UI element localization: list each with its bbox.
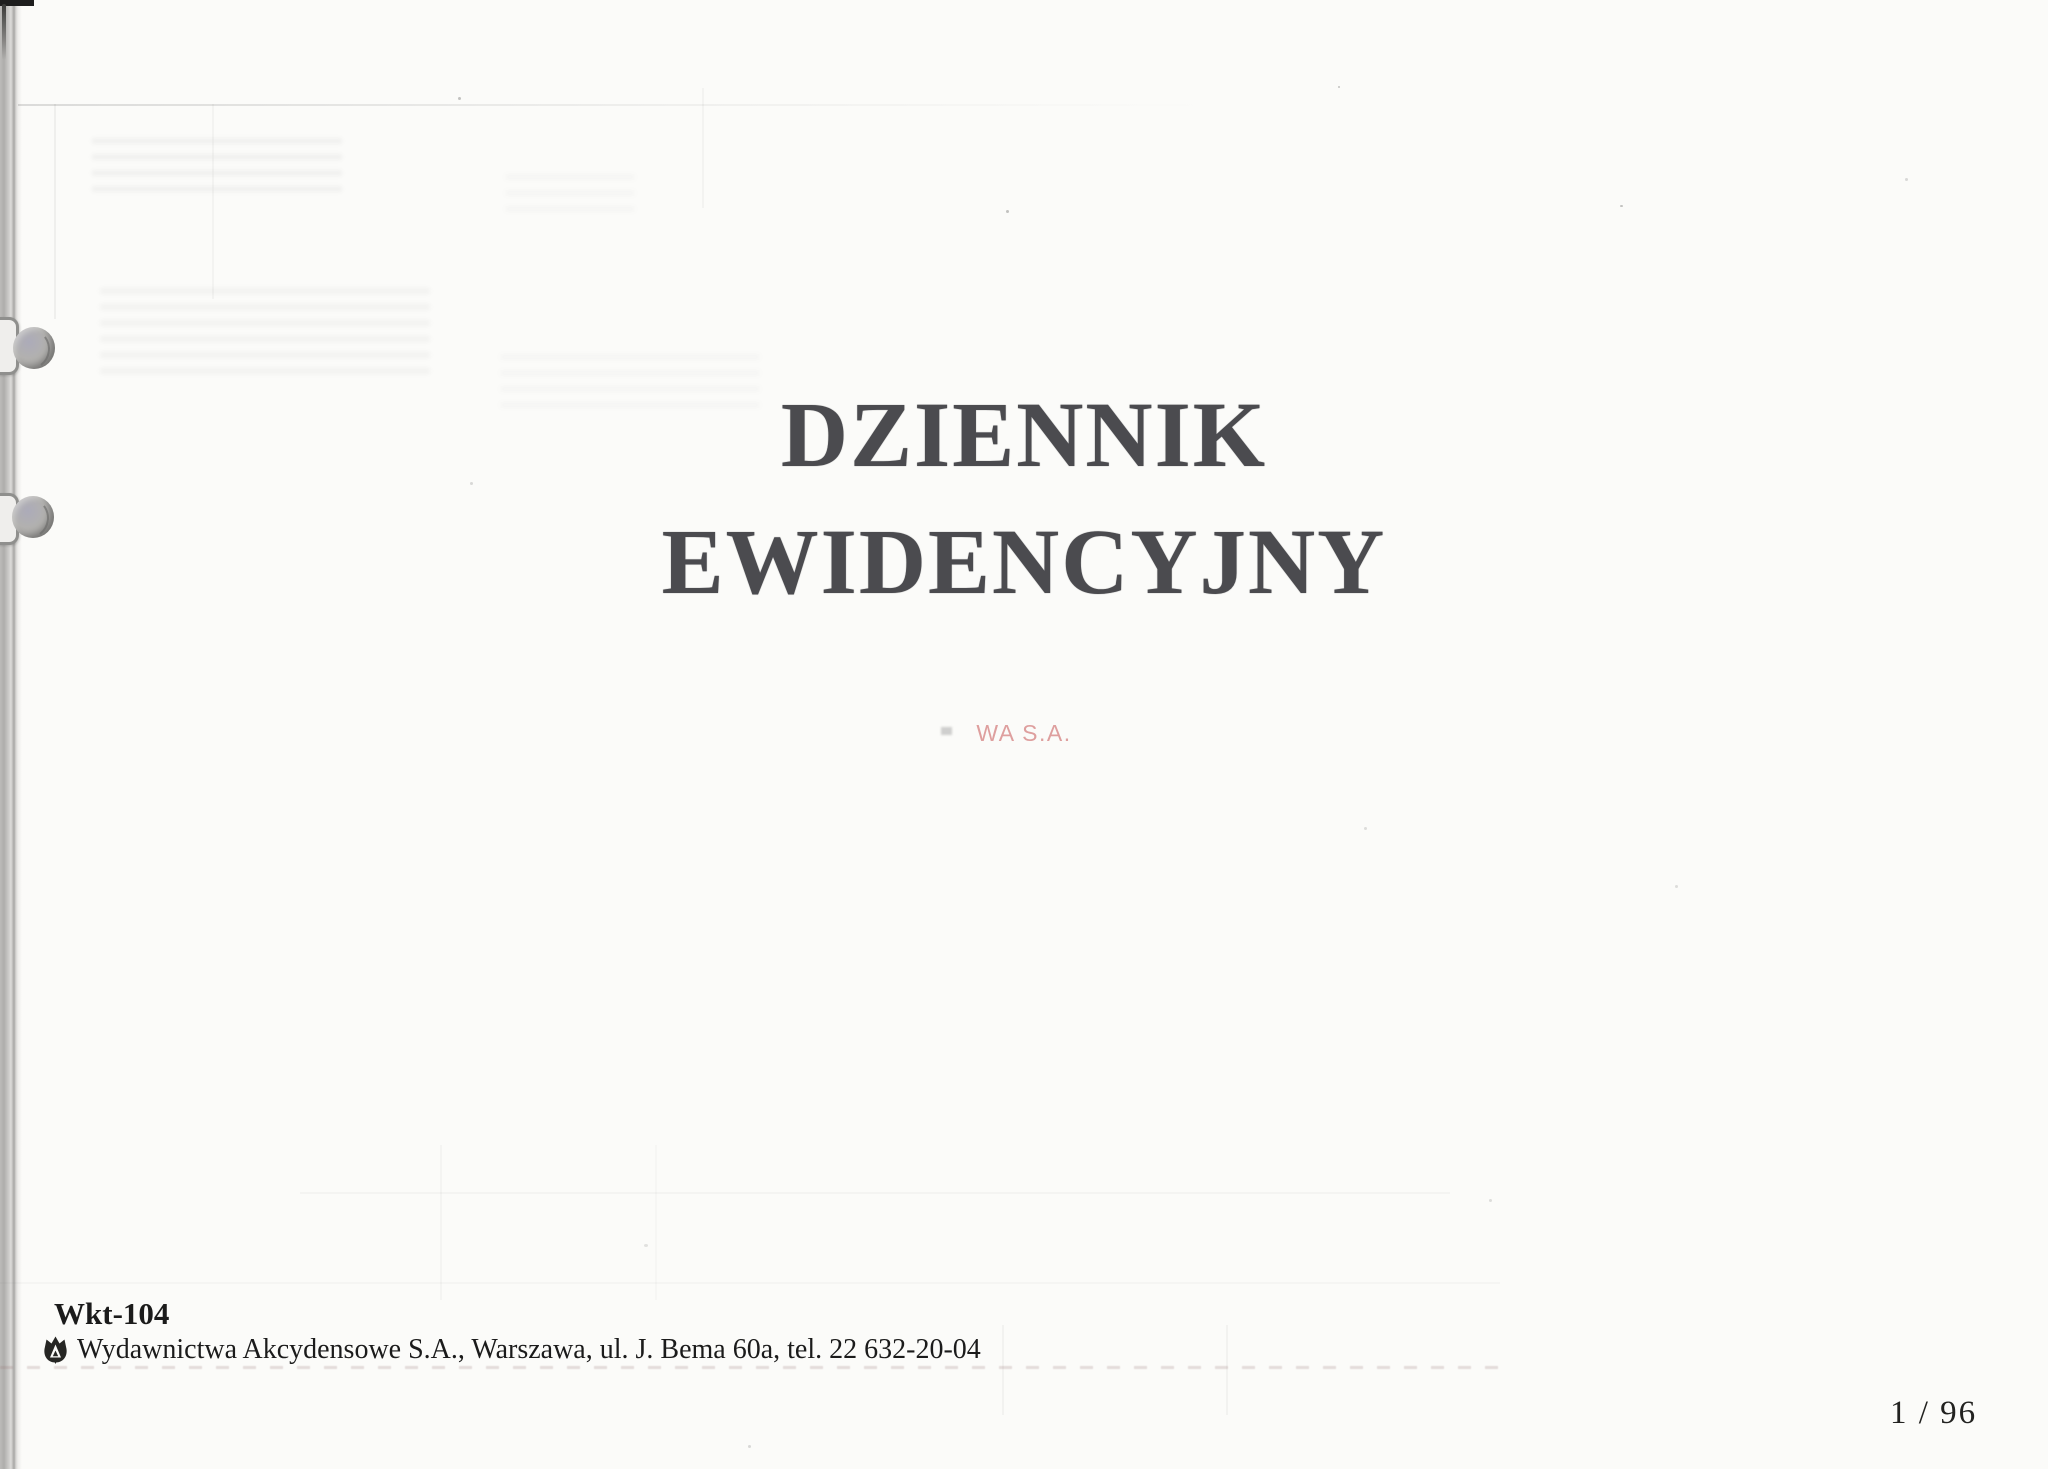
scan-artifact-line xyxy=(0,1366,1500,1369)
showthrough-line xyxy=(54,104,56,319)
page-title-line-1: DZIENNIK xyxy=(780,384,1268,487)
scan-speck xyxy=(458,97,461,100)
scan-speck xyxy=(1620,205,1623,207)
punch-hole xyxy=(13,327,55,369)
scan-speck xyxy=(644,1244,648,1247)
scan-speck xyxy=(941,727,952,735)
showthrough-line xyxy=(702,88,704,208)
scan-speck xyxy=(1489,1199,1492,1202)
watermark-text: WA S.A. xyxy=(976,720,1072,746)
showthrough-line xyxy=(0,1282,1500,1284)
showthrough-line xyxy=(440,1145,442,1300)
page-title-line-2: EWIDENCYJNY xyxy=(661,511,1387,614)
publisher-row xyxy=(54,1334,981,1366)
scan-edge-artifact xyxy=(2,4,6,60)
publisher-address: Wydawnictwa Akcydensowe S.A., Warszawa, ul. J. Bema 60a, tel. 22 632-20-04 xyxy=(77,1334,981,1365)
showthrough-line xyxy=(18,104,1208,106)
showthrough-line xyxy=(1002,1325,1004,1415)
scan-speck xyxy=(1364,827,1367,830)
showthrough-text-blur xyxy=(505,168,635,212)
form-code: Wkt-104 xyxy=(54,1296,170,1331)
document-title xyxy=(0,372,2048,626)
showthrough-text-blur xyxy=(100,278,430,374)
page-number: 1 / 96 xyxy=(1890,1395,1978,1431)
scan-speck xyxy=(1338,86,1340,88)
scan-speck xyxy=(748,1445,751,1448)
showthrough-line xyxy=(300,1192,1450,1194)
scan-speck xyxy=(1006,210,1009,213)
scan-speck xyxy=(1905,178,1908,181)
scan-speck xyxy=(1675,885,1678,888)
publisher-logo-icon xyxy=(42,1336,69,1365)
showthrough-line xyxy=(1226,1325,1228,1415)
showthrough-line xyxy=(655,1145,657,1300)
footer-block xyxy=(54,1296,981,1366)
showthrough-line xyxy=(212,104,214,299)
showthrough-text-blur xyxy=(92,128,342,192)
